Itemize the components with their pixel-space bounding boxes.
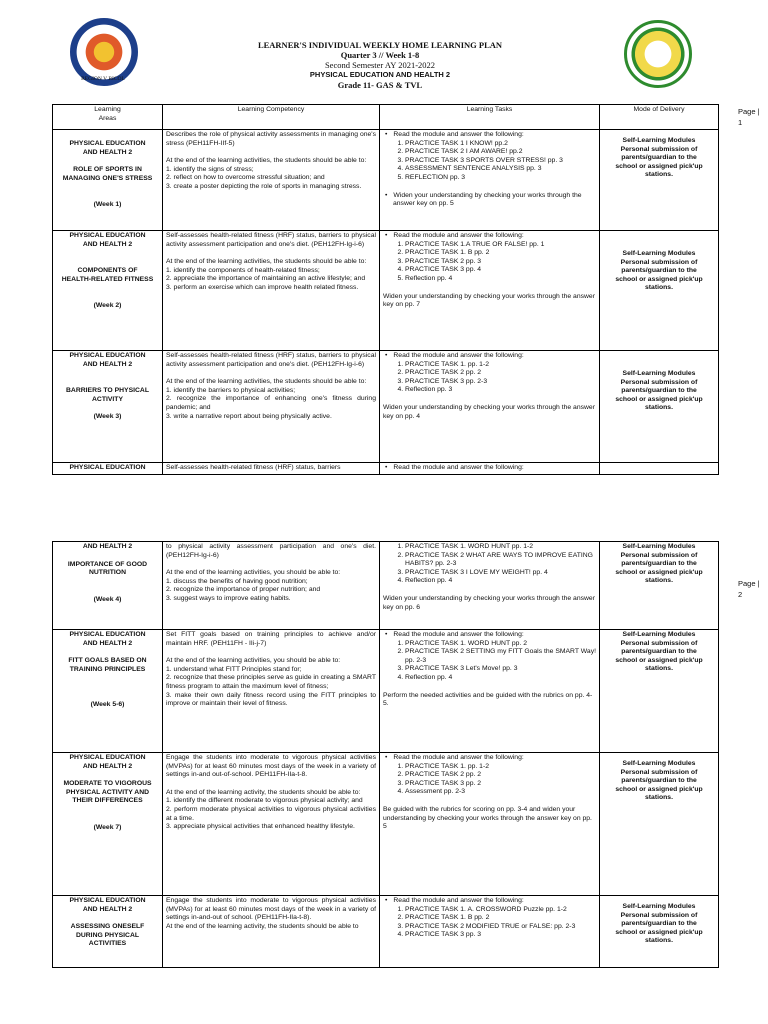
competency-cell: Self-assesses health-related fitness (HRF) status, barriers to physical activity assessment participation and one's diet. (PEH12FH-Ig-i-6) At the end of the learning activities, the students should be able to: 1. identify the barriers to physical activities; 2. recognize the importance of enhancing one's fitness during pandemic; and 3. write a narrative report about being physically active. <box>163 351 380 463</box>
mode-of-delivery-cell: Self-Learning Modules Personal submission of parents/guardian to the school or assigned pick'up stations. <box>600 753 719 896</box>
competency-cell: Self-assesses health-related fitness (HRF) status, barriers to physical activity assessment participation and one's diet. (PEH12FH-Ig-i-6) At the end of the learning activities, the students should be able to: 1. identify the components of health-related fitness; 2. appreciate the importance of maintaining an active lifestyle; and 3. perform an exercise which can improve health related fitness. <box>163 231 380 351</box>
document-header <box>0 0 768 100</box>
quarter-week: Quarter 3 // Week 1-8 <box>340 50 420 60</box>
tasks-cell: • Read the module and answer the following: 1. PRACTICE TASK 1. WORD HUNT pp. 2 2. PRACTICE TASK 2 SETTING my FITT Goals the SMART Way! pp. 2-3 3. PRACTICE TASK 3 Let's Move! pp. 3 4. Reflection pp. 4 Perform the needed activities and be guided with the rubrics on pp. 4-5. <box>380 630 600 753</box>
learning-area-cell: PHYSICAL EDUCATION AND HEALTH 2 MODERATE TO VIGOROUS PHYSICAL ACTIVITY AND THEIR DIFFERENCES (Week 7) <box>53 753 163 896</box>
learning-area-cell: PHYSICAL EDUCATION <box>53 463 163 475</box>
col-learning-areas: Learning Areas <box>53 105 163 130</box>
learning-area-cell: PHYSICAL EDUCATION AND HEALTH 2 ASSESSING ONESELF DURING PHYSICAL ACTIVITIES <box>53 896 163 968</box>
competency-cell: Self-assesses health-related fitness (HRF) status, barriers <box>163 463 380 475</box>
competency-cell: to physical activity assessment participation and one's diet. (PEH12FH-Ig-i-6) At the end of the learning activities, you should be able to: 1. discuss the benefits of having good nutrition; 2. recognize the importance of proper nutrition; and 3. suggest ways to improve eating habits. <box>163 542 380 630</box>
col-learning-competency: Learning Competency <box>163 105 380 130</box>
seal-caption: REGION V BICOL <box>81 76 125 82</box>
learning-area-cell: PHYSICAL EDUCATION AND HEALTH 2 COMPONENTS OF HEALTH-RELATED FITNESS (Week 2) <box>53 231 163 351</box>
mode-of-delivery-cell: Self-Learning Modules Personal submission of parents/guardian to the school or assigned pick'up stations. <box>600 130 719 231</box>
competency-cell: Describes the role of physical activity assessments in managing one's stress (PEH11FH-IIf-5) At the end of the learning activities, the students should be able to: 1. identify the signs of stress; 2. reflect on how to overcome stressful situation; and 3. create a poster depicting the role of sports in managing stress. <box>163 130 380 231</box>
mode-of-delivery-cell: Self-Learning Modules Personal submission of parents/guardian to the school or assigned pick'up stations. <box>600 630 719 753</box>
tasks-cell: • Read the module and answer the following: 1. PRACTICE TASK 1. pp. 1-2 2. PRACTICE TASK 2 pp. 2 3. PRACTICE TASK 3 pp. 2 4. Assessment pp. 2-3 Be guided with the rubrics for scoring on pp. 3-4 and widen your understanding by checking your works through the answer key on pp. 5 <box>380 753 600 896</box>
plan-title: LEARNER'S INDIVIDUAL WEEKLY HOME LEARNING PLAN <box>257 40 503 50</box>
table-row <box>53 231 719 351</box>
tasks-cell: • Read the module and answer the following: 1. PRACTICE TASK 1. pp. 1-2 2. PRACTICE TASK 2 pp. 2 3. PRACTICE TASK 3 pp. 2-3 4. Reflection pp. 3 Widen your understanding by checking your works through the answer key on pp. 4 <box>380 351 600 463</box>
col-mode-of-delivery: Mode of Delivery <box>600 105 719 130</box>
page-label-1: Page | 1 <box>738 107 760 127</box>
competency-cell: Set FITT goals based on training principles to achieve and/or maintain HRF. (PEH11FH - IIi-j-7) At the end of the learning activities, you should be able to: 1. understand what FITT Principles stand for; 2. recognize that these principles serve as guide in creating a SMART fitness program to attain the maximum level of fitness; 3. make their own daily fitness record using the FITT principles to improve or maintain their level of fitness. <box>163 630 380 753</box>
tasks-cell: • Read the module and answer the following: 1. PRACTICE TASK 1.A TRUE OR FALSE! pp. 1 2. PRACTICE TASK 1. B pp. 2 3. PRACTICE TASK 2 pp. 3 4. PRACTICE TASK 3 pp. 4 5. Reflection pp. 4 Widen your understanding by checking your works through the answer key on pp. 7 <box>380 231 600 351</box>
table-row <box>53 896 719 968</box>
col-learning-tasks: Learning Tasks <box>380 105 600 130</box>
tasks-cell: • Read the module and answer the following: 1. PRACTICE TASK 1 I KNOW! pp.2 2. PRACTICE TASK 2 I AM AWARE! pp.2 3. PRACTICE TASK 3 SPORTS OVER STRESS! pp. 3 4. ASSESSMENT SENTENCE ANALYSIS pp. 3 5. REFLECTION pp. 3 • Widen your understanding by checking your works through the answer key on pp. 5 <box>380 130 600 231</box>
learning-plan-table-page-1 <box>52 104 719 475</box>
table-row <box>53 542 719 630</box>
tasks-cell: • Read the module and answer the following: 1. PRACTICE TASK 1. A. CROSSWORD Puzzle pp. 1-2 2. PRACTICE TASK 1. B pp. 2 3. PRACTICE TASK 2 MODIFIED TRUE or FALSE: pp. 2-3 4. PRACTICE TASK 3 pp. 3 <box>380 896 600 968</box>
mode-of-delivery-cell: Self-Learning Modules Personal submission of parents/guardian to the school or assigned pick'up stations. <box>600 231 719 351</box>
school-seal-icon <box>624 20 692 88</box>
table-row <box>53 351 719 463</box>
tasks-cell: 1. PRACTICE TASK 1. WORD HUNT pp. 1-2 2. PRACTICE TASK 2 WHAT ARE WAYS TO IMPROVE EATING HABITS? pp. 2-3 3. PRACTICE TASK 3 I LOVE MY WEIGHT! pp. 4 4. Reflection pp. 4 Widen your understanding by checking your works through the answer key on pp. 6 <box>380 542 600 630</box>
page-label-2: Page | 2 <box>738 579 760 599</box>
learning-area-cell: PHYSICAL EDUCATION AND HEALTH 2 BARRIERS TO PHYSICAL ACTIVITY (Week 3) <box>53 351 163 463</box>
learning-area-cell: AND HEALTH 2 IMPORTANCE OF GOOD NUTRITION (Week 4) <box>53 542 163 630</box>
mode-of-delivery-cell <box>600 463 719 475</box>
learning-area-cell: PHYSICAL EDUCATION AND HEALTH 2 FITT GOALS BASED ON TRAINING PRINCIPLES (Week 5-6) <box>53 630 163 753</box>
mode-of-delivery-cell: Self-Learning Modules Personal submission of parents/guardian to the school or assigned pick'up stations. <box>600 542 719 630</box>
table-header-row <box>53 105 719 130</box>
subject-title: PHYSICAL EDUCATION AND HEALTH 2 <box>309 70 451 79</box>
table-row <box>53 463 719 475</box>
semester: Second Semester AY 2021-2022 <box>324 60 436 70</box>
mode-of-delivery-cell: Self-Learning Modules Personal submission of parents/guardian to the school or assigned pick'up stations. <box>600 896 719 968</box>
table-row <box>53 753 719 896</box>
learning-area-cell: PHYSICAL EDUCATION AND HEALTH 2 ROLE OF SPORTS IN MANAGING ONE'S STRESS (Week 1) <box>53 130 163 231</box>
table-row <box>53 130 719 231</box>
grade-level: Grade 11- GAS & TVL <box>337 80 423 90</box>
table-row <box>53 630 719 753</box>
tasks-cell: • Read the module and answer the following: <box>380 463 600 475</box>
competency-cell: Engage the students into moderate to vigorous physical activities (MVPAs) for at least 60 minutes most days of the week in a variety of settings in-and out-of-school. PEH11FH-IIa-t-8. At the end of the learning activity, the students should be able to: 1. identify the different moderate to vigorous physical activity; and 2. perform moderate physical activities to vigorous physical activities at a time. 3. appreciate physical activities that enhanced healthy lifestyle. <box>163 753 380 896</box>
competency-cell: Engage the students into moderate to vigorous physical activities (MVPAs) for at least 60 minutes most days of the week in a variety of settings in-and-out of school. (PEH11FH-IIa-t-8). At the end of the learning activity, the students should be able to <box>163 896 380 968</box>
learning-plan-table-page-2 <box>52 541 719 968</box>
mode-of-delivery-cell: Self-Learning Modules Personal submission of parents/guardian to the school or assigned pick'up stations. <box>600 351 719 463</box>
